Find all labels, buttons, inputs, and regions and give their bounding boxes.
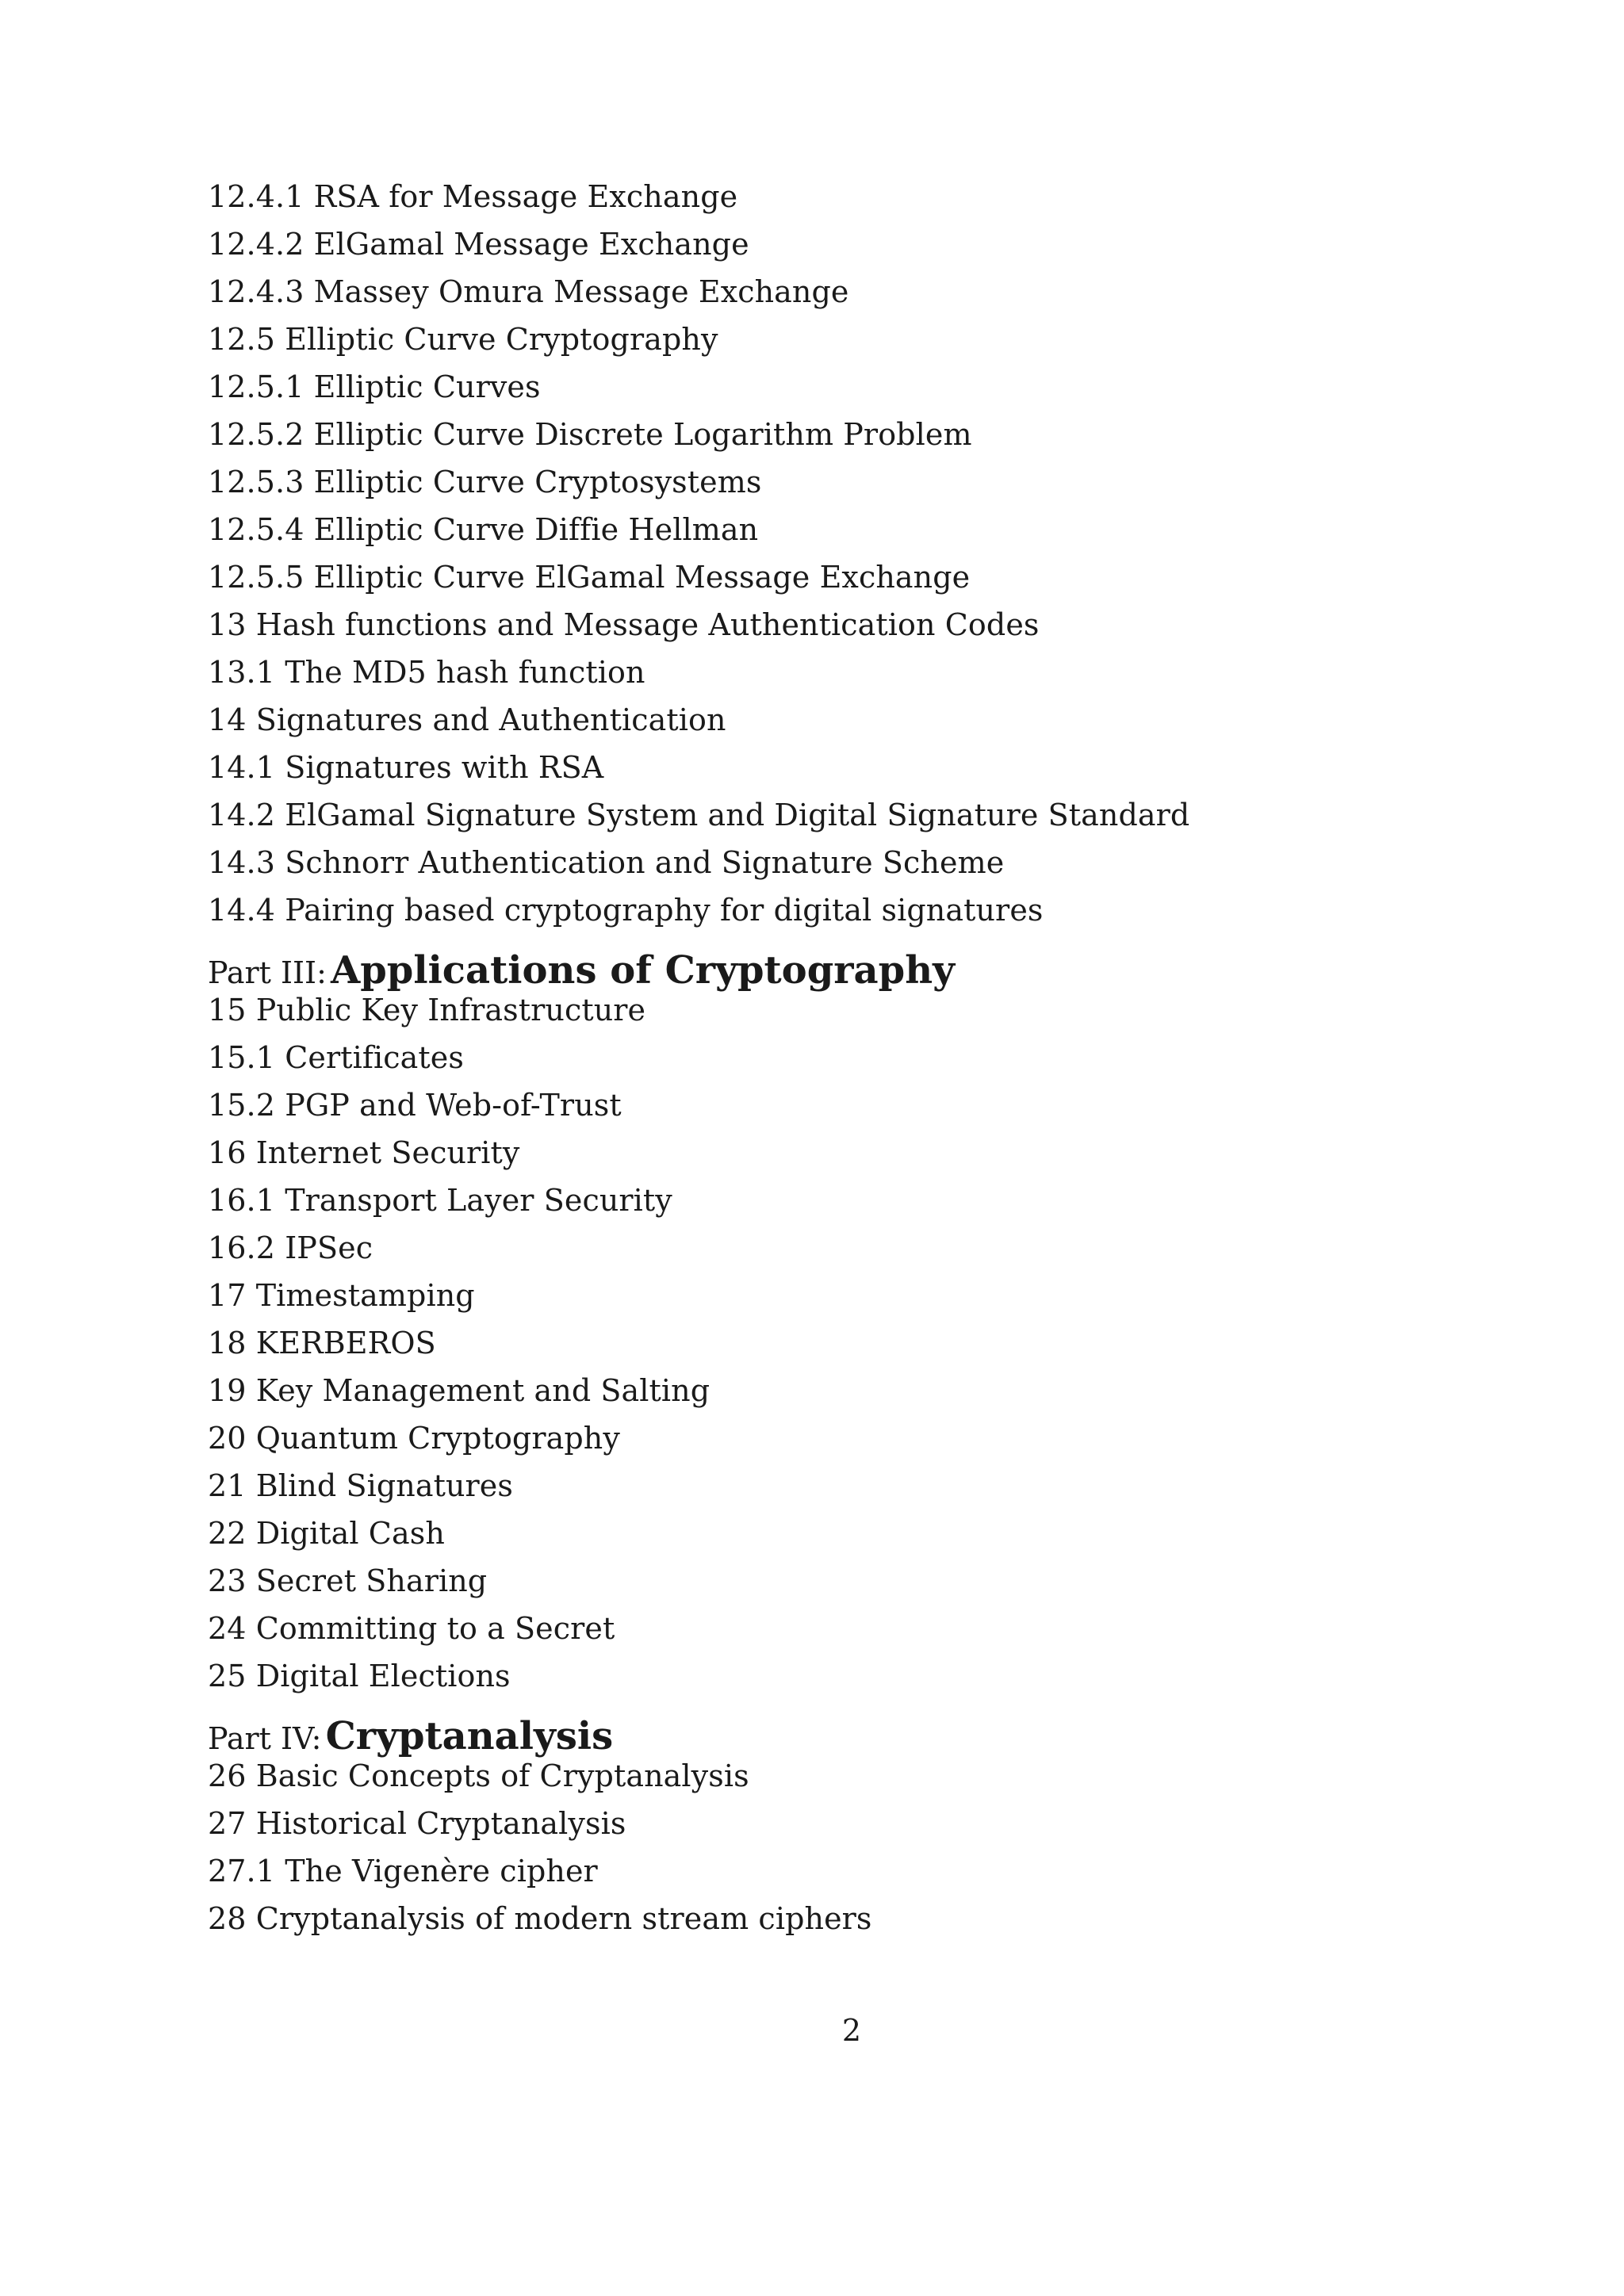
toc-entry: 27.1 The Vigenère cipher — [208, 1854, 598, 1888]
toc-entry: 15.2 PGP and Web-of-Trust — [208, 1088, 622, 1123]
toc-entry: 14 Signatures and Authentication — [208, 702, 726, 737]
toc-entry: 16.1 Transport Layer Security — [208, 1183, 672, 1218]
toc-entry: 14.3 Schnorr Authentication and Signature Scheme — [208, 845, 1005, 880]
toc-entry: 13.1 The MD5 hash function — [208, 655, 645, 690]
page-number: 2 — [841, 2013, 862, 2048]
part-prefix: Part III: — [208, 955, 327, 990]
table-of-contents — [208, 173, 1477, 1942]
toc-entry: 12.4.2 ElGamal Message Exchange — [208, 227, 749, 262]
toc-entry: 20 Quantum Cryptography — [208, 1421, 620, 1456]
toc-entry: 21 Blind Signatures — [208, 1468, 513, 1503]
toc-entry: 12.5.5 Elliptic Curve ElGamal Message Exchange — [208, 560, 971, 595]
toc-entry: 12.5 Elliptic Curve Cryptography — [208, 322, 718, 357]
toc-entry: 14.4 Pairing based cryptography for digital signatures — [208, 893, 1044, 928]
toc-entry: 18 KERBEROS — [208, 1326, 436, 1360]
toc-entry: 27 Historical Cryptanalysis — [208, 1806, 626, 1841]
part-prefix: Part IV: — [208, 1721, 322, 1756]
toc-entry: 28 Cryptanalysis of modern stream ciphers — [208, 1901, 872, 1936]
toc-entry: 12.5.3 Elliptic Curve Cryptosystems — [208, 465, 762, 499]
toc-entry: 22 Digital Cash — [208, 1516, 445, 1551]
toc-entry: 17 Timestamping — [208, 1278, 475, 1313]
toc-entry: 23 Secret Sharing — [208, 1563, 488, 1598]
toc-entry: 15.1 Certificates — [208, 1040, 464, 1075]
toc-entry: 12.4.3 Massey Omura Message Exchange — [208, 274, 849, 309]
toc-entry: 14.1 Signatures with RSA — [208, 750, 604, 785]
toc-entry: 12.5.2 Elliptic Curve Discrete Logarithm Problem — [208, 417, 972, 452]
toc-entry: 14.2 ElGamal Signature System and Digital Signature Standard — [208, 798, 1190, 832]
toc-entry: 16 Internet Security — [208, 1135, 520, 1170]
toc-entry: 12.5.4 Elliptic Curve Diffie Hellman — [208, 512, 759, 547]
toc-entry: 16.2 IPSec — [208, 1230, 373, 1265]
part-title: Applications of Cryptography — [330, 948, 955, 993]
toc-entry: 24 Committing to a Secret — [208, 1611, 615, 1646]
toc-entry: 15 Public Key Infrastructure — [208, 993, 646, 1027]
toc-entry: 19 Key Management and Salting — [208, 1373, 710, 1408]
toc-entry: 26 Basic Concepts of Cryptanalysis — [208, 1758, 749, 1793]
toc-entry: 13 Hash functions and Message Authentication Codes — [208, 607, 1040, 642]
part-title: Cryptanalysis — [325, 1714, 614, 1758]
toc-entry: 12.5.1 Elliptic Curves — [208, 369, 541, 404]
toc-entry: 25 Digital Elections — [208, 1659, 511, 1693]
toc-entry: 12.4.1 RSA for Message Exchange — [208, 179, 738, 214]
